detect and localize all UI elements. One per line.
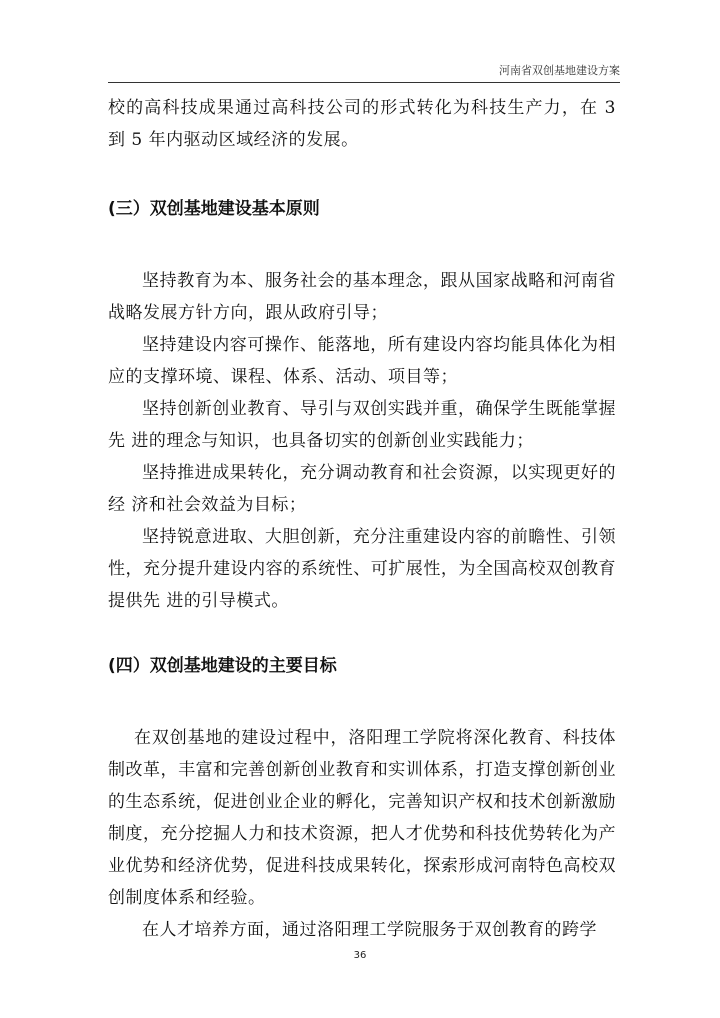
section-4-body <box>108 722 616 946</box>
principle-paragraph: 坚持建设内容可操作、能落地，所有建设内容均能具体化为相应的支撑环境、课程、体系、活动、项目等； <box>108 335 616 387</box>
principle-paragraph: 坚持创新创业教育、导引与双创实践并重，确保学生既能掌握先 进的理念与知识，也具备切实的创新创业实践能力； <box>108 399 616 451</box>
principle-paragraph: 坚持锐意进取、大胆创新，充分注重建设内容的前瞻性、引领性，充分提升建设内容的系统性、可扩展性，为全国高校双创教育提供先 进的引导模式。 <box>108 527 616 611</box>
section-4-heading: (四）双创基地建设的主要目标 <box>108 656 337 676</box>
goal-paragraph: 在人才培养方面，通过洛阳理工学院服务于双创教育的跨学 <box>142 920 597 940</box>
header-title: 河南省双创基地建设方案 <box>499 64 620 77</box>
page-body <box>108 92 616 946</box>
goal-paragraph: 在双创基地的建设过程中，洛阳理工学院将深化教育、科技体制改革，丰富和完善创新创业教育和实训体系，打造支撑创新创业的生态系统，促进创业企业的孵化，完善知识产权和技术创新激励制度，充分挖掘人力和技术资源，把人才优势和科技优势转化为产业优势和经济优势，促进科技成果转化，探索形成河南特色高校双创制度体系和经验。 <box>108 728 616 908</box>
section-3-body <box>108 265 616 617</box>
section-3-heading: (三）双创基地建设基本原则 <box>108 199 320 219</box>
running-header <box>108 62 620 83</box>
principle-paragraph: 坚持推进成果转化，充分调动教育和社会资源，以实现更好的经 济和社会效益为目标； <box>108 463 616 515</box>
intro-paragraph: 校的高科技成果通过高科技公司的形式转化为科技生产力，在 3 到 5 年内驱动区域经济的发展。 <box>108 98 616 150</box>
page-number: 36 <box>353 950 367 961</box>
principle-paragraph: 坚持教育为本、服务社会的基本理念，跟从国家战略和河南省战略发展方针方向，跟从政府引导； <box>108 271 616 323</box>
